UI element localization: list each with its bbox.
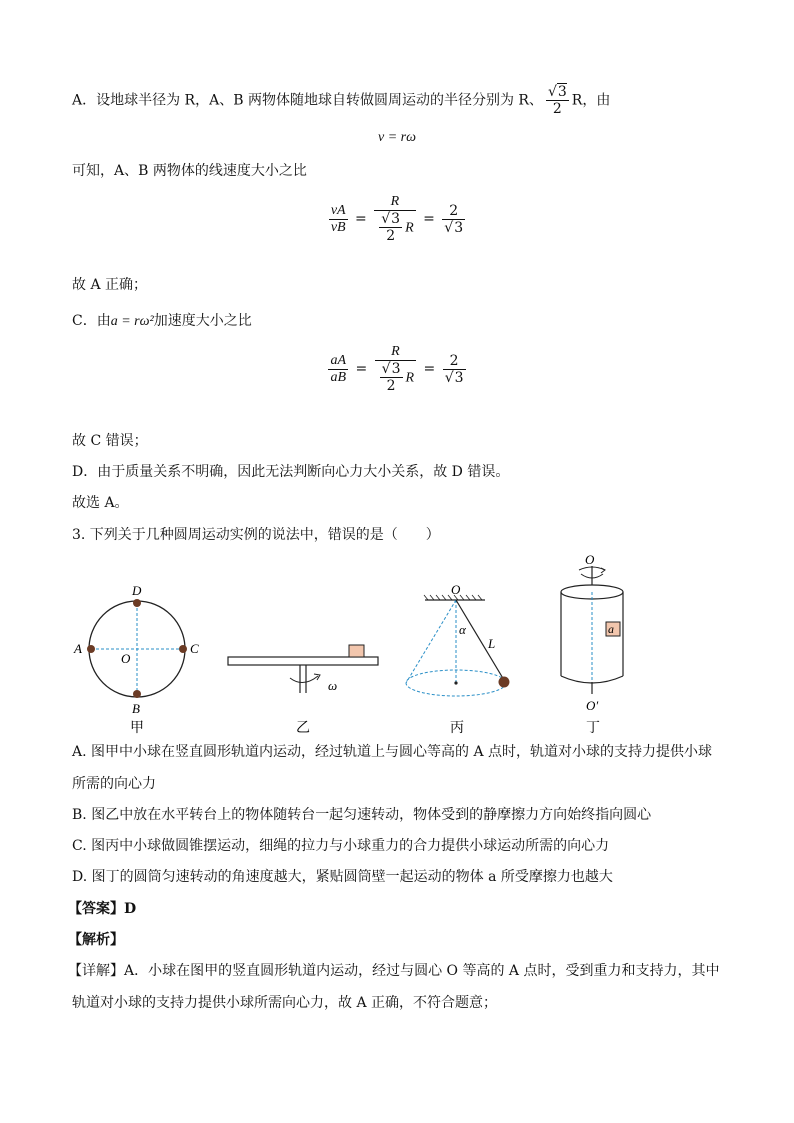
va: vA [330,202,346,218]
den-r-b: R [405,370,415,386]
den-r: R [405,220,414,236]
option-c: C. 图丙中小球做圆锥摆运动，细绳的拉力与小球重力的合力提供小球运动所需的向心力 [72,838,610,854]
analysis-line: 【解析】 [68,932,124,948]
rhs-sqrt-3-b: 3 [454,369,464,386]
ratio-intro-line: 可知，A、B 两物体的线速度大小之比 [72,163,307,179]
r-over-sqrt3-2r-b: R $\frac{√3}{2}$ R [375,344,416,394]
aa: aA [330,352,347,368]
r-over-sqrt3-2r: R $\frac{√3}{2}$ R [374,194,415,244]
caption-bing: 丙 [450,721,464,736]
detail-line1: 【详解】A．小球在图甲的竖直圆形轨道内运动，经过与圆心 O 等高的 A 点时，受到重力和支持力，其中 [68,963,720,979]
formula-v: v = rω [378,130,416,145]
figure-ding [561,552,623,736]
va-over-vb [329,203,348,236]
label-b: B [132,701,140,716]
a-correct-line: 故 A 正确； [72,277,148,293]
rhs-2-b: 2 [443,353,466,370]
label-l: L [488,636,496,651]
c-intro-line [72,312,252,331]
c-wrong-line: 故 C 错误； [72,433,148,449]
num-r-b: R [375,344,416,361]
den-2b: 2 [386,228,396,244]
ratio-v-formula: $\frac{vA}{vB}$ = R $\frac{√3}{2}$ R = $\frac{2}{√3}$ [330,194,464,244]
c-suffix: 加速度大小之比 [153,313,252,329]
vb: vB [330,219,346,235]
ratio-a-formula: $\frac{aA}{aB}$ = R $\frac{√3}{2}$ R = $\frac{2}{√3}$ [330,344,464,394]
answer-line: 【答案】D [68,901,137,917]
figures [60,548,740,740]
cone-ball [499,677,510,688]
num-r: R [374,194,415,211]
label-o-prime: O′ [586,698,599,713]
option-a-line1: A. 图甲中小球在竖直圆形轨道内运动，经过轨道上与圆心等高的 A 点时，轨道对小球的支持力提供小球 [72,744,713,760]
label-a-block: a [608,622,614,636]
caption-yi: 乙 [296,721,310,736]
aa-over-ab [328,353,348,386]
two-over-sqrt3-b: $\frac{2}{√3}$ [444,352,464,386]
choose-line: 故选 A。 [72,495,129,511]
ab: aB [330,369,347,385]
option-a-line2: 所需的向心力 [72,776,156,792]
figure-jia [73,583,199,736]
den-sqrt-3-b: 3 [391,361,401,377]
ball-c [179,645,187,653]
label-o-bing: O [451,582,461,597]
label-c: C [190,641,199,656]
den-sqrt-3: 3 [391,211,401,227]
figure-bing [406,582,510,736]
label-o-ding: O [585,552,595,567]
detail-line2: 轨道对小球的支持力提供小球所需向心力，故 A 正确，不符合题意； [72,995,498,1011]
intro-a-prefix: A．设地球半径为 R，A、B 两物体随地球自转做圆周运动的半径分别为 R、 [72,92,543,109]
sqrt3-over-2: $\frac{√3}{2}$ [547,84,567,117]
ball-d [133,599,141,607]
two-over-sqrt3: $\frac{2}{√3}$ [444,202,464,236]
ball-b [133,690,141,698]
c-prefix: C．由 [72,313,111,329]
label-o: O [121,651,131,666]
figure-yi [228,645,378,736]
sqrt-3: 3 [557,84,567,100]
intro-a-suffix: R，由 [571,92,611,109]
intro-line-a [72,84,610,117]
d-line: D．由于质量关系不明确，因此无法判断向心力大小关系，故 D 错误。 [72,464,510,480]
rhs-2: 2 [442,203,465,220]
ball-a [87,645,95,653]
option-b: B. 图乙中放在水平转台上的物体随转台一起匀速转动，物体受到的静摩擦力方向始终指向圆心 [72,807,652,823]
option-d: D. 图丁的圆筒匀速转动的角速度越大，紧贴圆筒壁一起运动的物体 a 所受摩擦力也越大 [72,869,613,885]
label-alpha: α [459,622,466,637]
den-2: 2 [552,101,562,117]
label-omega: ω [328,678,338,693]
label-a: A [74,641,82,656]
caption-jia: 甲 [130,721,144,736]
den-2-b: 2 [386,378,396,394]
label-d: D [132,583,142,598]
caption-ding: 丁 [586,721,600,736]
question-3: 3. 下列关于几种圆周运动实例的说法中，错误的是（ ） [72,527,440,543]
rhs-sqrt-3: 3 [454,219,464,236]
c-formula: a = rω² [110,314,154,329]
